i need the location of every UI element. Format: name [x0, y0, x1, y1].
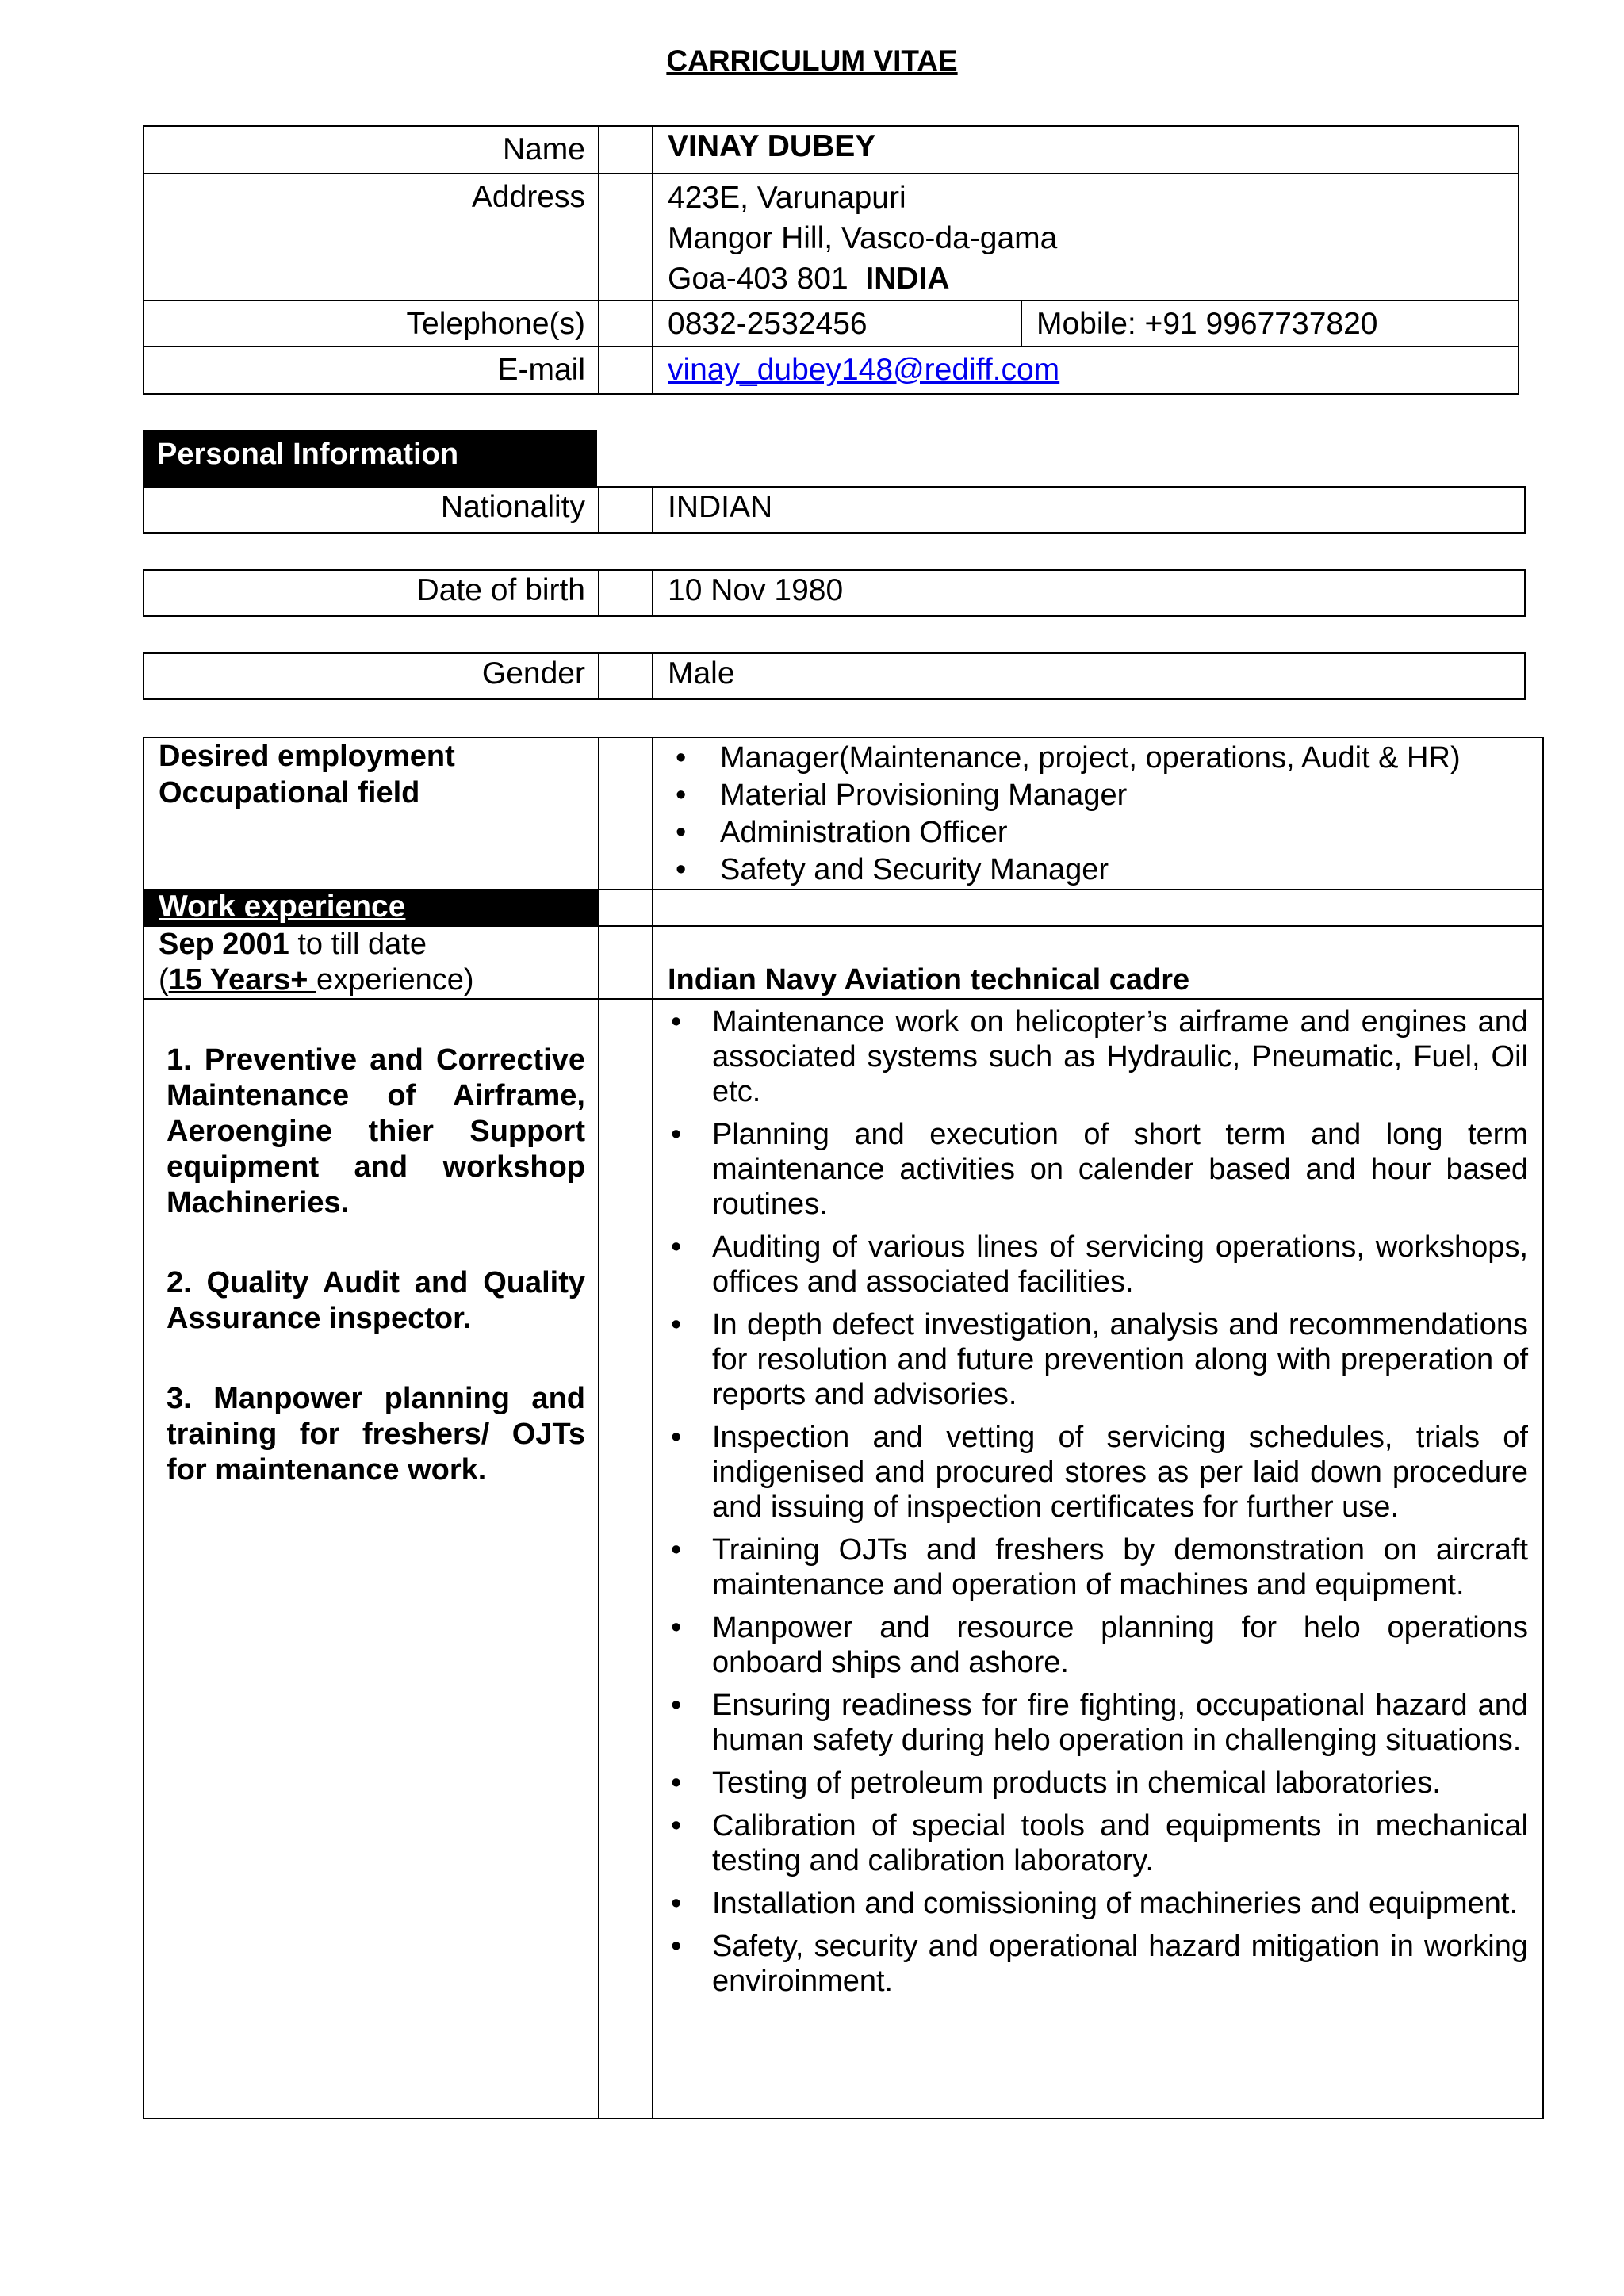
- list-item: • Safety, security and operational hazard mitigation in working enviroinment.: [712, 1929, 1528, 1999]
- list-item: • Maintenance work on helicopter’s airframe and engines and associated systems such as Hydraulic, Pneumatic, Fuel, Oil etc.: [712, 1004, 1528, 1109]
- experience-rest: experience): [316, 963, 474, 997]
- list-item: • Calibration of special tools and equipments in mechanical testing and calibration laboratory.: [712, 1808, 1528, 1878]
- gender-value: Male: [653, 653, 1525, 699]
- list-item: • Planning and execution of short term and long term maintenance activities on calender based and hour based routines.: [712, 1117, 1528, 1222]
- list-item: • Material Provisioning Manager: [720, 777, 1542, 814]
- work-period-row: [144, 926, 1543, 999]
- experience-years: 15 Years+: [168, 963, 316, 997]
- address-country: INDIA: [865, 262, 950, 296]
- address-line-2: Mangor Hill, Vasco-da-gama: [668, 221, 1058, 255]
- work-task-list: [167, 1043, 585, 1488]
- email-row: [144, 346, 1519, 394]
- telephone-label: Telephone(s): [144, 300, 599, 346]
- list-item: • Testing of petroleum products in chemical laboratories.: [712, 1766, 1528, 1800]
- list-item: • Inspection and vetting of servicing schedules, trials of indigenised and procured stores as per laid down procedure and issuing of inspection certificates for further use.: [712, 1420, 1528, 1525]
- mobile-value: Mobile: +91 9967737820: [1021, 300, 1519, 346]
- work-task: 2. Quality Audit and Quality Assurance inspector.: [167, 1266, 585, 1335]
- list-item: • Installation and comissioning of machineries and equipment.: [712, 1886, 1528, 1921]
- gender-label: Gender: [144, 653, 599, 699]
- list-item: • Manpower and resource planning for helo operations onboard ships and ashore.: [712, 1610, 1528, 1680]
- personal-info-heading: Personal Information: [143, 430, 597, 486]
- address-value: [653, 174, 1519, 300]
- list-item: • In depth defect investigation, analysis and recommendations for resolution and future prevention along with preperation of reports and advisories.: [712, 1307, 1528, 1412]
- desired-employment-list: [653, 740, 1542, 889]
- work-details-row: [144, 999, 1543, 2118]
- name-value: VINAY DUBEY: [653, 126, 1519, 174]
- list-item: • Safety and Security Manager: [720, 851, 1542, 889]
- email-link[interactable]: vinay_dubey148@rediff.com: [668, 353, 1060, 387]
- list-item: • Auditing of various lines of servicing operations, workshops, offices and associated facilities.: [712, 1230, 1528, 1299]
- desired-employment-label-line1: Desired employment: [159, 740, 455, 773]
- list-item: • Manager(Maintenance, project, operations, Audit & HR): [720, 740, 1542, 777]
- address-row: [144, 174, 1519, 300]
- period-rest: to till date: [289, 928, 427, 961]
- work-task: 1. Preventive and Corrective Maintenance of Airframe, Aeroengine thier Support equipment and workshop Machineries.: [167, 1043, 585, 1219]
- employment-table: [143, 737, 1544, 2119]
- list-item: • Administration Officer: [720, 814, 1542, 851]
- list-item: • Training OJTs and freshers by demonstration on aircraft maintenance and operation of machines and equipment.: [712, 1533, 1528, 1602]
- work-experience-header-row: [144, 890, 1543, 926]
- work-experience-heading: Work experience: [144, 890, 599, 926]
- telephone-value: 0832-2532456: [653, 300, 1021, 346]
- gender-table: [143, 652, 1526, 700]
- address-line-3: [668, 258, 1503, 299]
- email-label: E-mail: [144, 346, 599, 394]
- work-duties-list: [653, 1004, 1528, 1999]
- dob-table: [143, 569, 1526, 617]
- dob-label: Date of birth: [144, 570, 599, 616]
- desired-employment-label: [144, 737, 599, 890]
- work-period: [144, 926, 599, 999]
- employer-name: Indian Navy Aviation technical cadre: [653, 926, 1543, 999]
- nationality-table: [143, 486, 1526, 534]
- dob-value: 10 Nov 1980: [653, 570, 1525, 616]
- occupational-field-label: Occupational field: [159, 776, 420, 809]
- address-label: Address: [144, 174, 599, 300]
- work-task: 3. Manpower planning and training for freshers/ OJTs for maintenance work.: [167, 1382, 585, 1487]
- list-item: • Ensuring readiness for fire fighting, occupational hazard and human safety during helo operation in challenging situations.: [712, 1688, 1528, 1758]
- period-start: Sep 2001: [159, 928, 289, 961]
- desired-employment-row: [144, 737, 1543, 890]
- name-label: Name: [144, 126, 599, 174]
- experience-open: (: [159, 963, 169, 997]
- address-postal: Goa-403 801: [668, 262, 848, 296]
- nationality-value: INDIAN: [653, 487, 1525, 533]
- address-line-1: 423E, Varunapuri: [668, 181, 906, 215]
- contact-table: [143, 125, 1519, 395]
- document-title: CARRICULUM VITAE: [666, 44, 958, 77]
- nationality-label: Nationality: [144, 487, 599, 533]
- telephone-row: [144, 300, 1519, 346]
- name-row: [144, 126, 1519, 174]
